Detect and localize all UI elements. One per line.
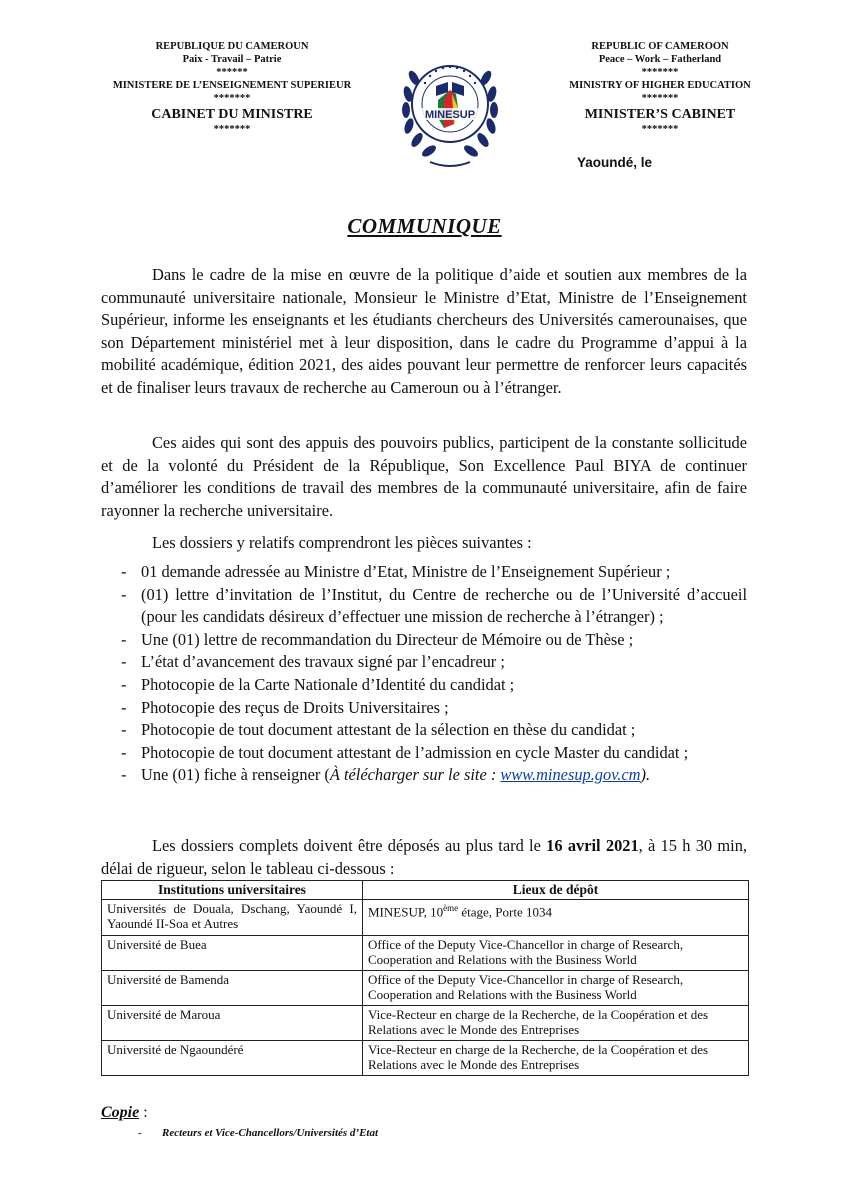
- copy-dash: -: [138, 1127, 142, 1139]
- list-item: [101, 742, 747, 765]
- deadline-text: Les dossiers complets doivent être déposés au plus tard le: [152, 836, 547, 855]
- separator: ******: [216, 67, 248, 78]
- list-dash: -: [121, 742, 127, 762]
- table-cell-institution: Université de Buea: [102, 935, 363, 970]
- copy-label-text: Copie: [101, 1104, 140, 1121]
- list-dash: -: [121, 562, 127, 581]
- page-title: COMMUNIQUE: [347, 214, 502, 238]
- ministry-name-fr: MINISTERE DE L’ENSEIGNEMENT SUPERIEUR: [112, 80, 352, 91]
- deadline-text-end: , à 15 h 30 min, délai de rigueur, selon le tableau ci-dessous :: [101, 836, 748, 878]
- table-cell-lieu: Office of the Deputy Vice-Chancellor in charge of Research, Cooperation and Relations with the Business World: [363, 935, 749, 970]
- table-cell-institution: Universités de Douala, Dschang, Yaoundé I, Yaoundé II-Soa et Autres: [102, 899, 363, 935]
- date-line: Yaoundé, le: [577, 155, 653, 170]
- list-dash: -: [121, 674, 127, 694]
- motto-en: Peace – Work – Fatherland: [598, 54, 722, 65]
- list-item: [101, 719, 747, 742]
- list-item: [101, 584, 747, 629]
- table-cell-institution: Université de Maroua: [102, 1005, 363, 1040]
- table-row: [102, 970, 749, 1005]
- list-item: [101, 764, 747, 787]
- motto-fr: Paix - Travail – Patrie: [182, 54, 282, 65]
- table-cell-lieu: Vice-Recteur en charge de la Recherche, de la Coopération et des Relations avec le Monde des Entreprises: [363, 1040, 749, 1075]
- list-dash: -: [121, 765, 127, 785]
- country-name-fr: REPUBLIQUE DU CAMEROUN: [155, 41, 309, 52]
- column-header-institutions: Institutions universitaires: [102, 881, 363, 900]
- country-name-en: REPUBLIC OF CAMEROON: [591, 41, 729, 52]
- list-dash: -: [121, 584, 127, 604]
- list-dash: -: [121, 629, 127, 649]
- table-cell-institution: Université de Ngaoundéré: [102, 1040, 363, 1075]
- list-item: [101, 561, 747, 584]
- deadline-date: 16 avril 2021: [546, 836, 639, 855]
- submission-table: [101, 880, 749, 1076]
- list-item: [101, 629, 747, 652]
- list-item-text: 01 demande adressée au Ministre d’Etat, Ministre de l’Enseignement Supérieur ;: [141, 562, 671, 581]
- header-left: [112, 40, 352, 136]
- list-item-text: Photocopie de tout document attestant de la sélection en thèse du candidat ;: [141, 720, 636, 740]
- table-header-row: [102, 881, 749, 900]
- lieu-text-end: étage, Porte 1034: [458, 903, 552, 919]
- cabinet-name-fr: CABINET DU MINISTRE: [151, 107, 313, 122]
- list-item-text: Photocopie de tout document attestant de l’admission en cycle Master du candidat ;: [141, 742, 689, 762]
- list-dash: -: [121, 720, 127, 740]
- list-item: [101, 674, 747, 697]
- table-cell-lieu: Vice-Recteur en charge de la Recherche, de la Coopération et des Relations avec le Monde des Entreprises: [363, 1005, 749, 1040]
- list-item-text: Une (01) fiche à renseigner (: [141, 765, 330, 785]
- cabinet-name-en: MINISTER’S CABINET: [584, 107, 736, 122]
- paragraph-intro: Dans le cadre de la mise en œuvre de la politique d’aide et soutien aux membres de la communauté universitaire nationale, Monsieur le Ministre d’Etat, Ministre de l’Enseignement Supérieur, informe les enseignants et les étudiants chercheurs des Universités camerounaises, que son Département ministériel met à leur disposition, dans le cadre du Programme d’appui à la mobilité académique, édition 2021, des aides pouvant leur permettre de renforcer leurs capacités et de finaliser leurs travaux de recherche au Cameroun ou à l’étranger.: [101, 265, 747, 397]
- table-cell-lieu: Office of the Deputy Vice-Chancellor in charge of Research, Cooperation and Relations with the Business World: [363, 970, 749, 1005]
- separator: *******: [641, 67, 679, 78]
- ministry-name-en: MINISTRY OF HIGHER EDUCATION: [569, 80, 751, 91]
- list-item: [101, 697, 747, 720]
- paragraph-pieces-intro: Les dossiers y relatifs comprendront les pièces suivantes :: [152, 533, 532, 552]
- minesup-emblem-icon: [392, 38, 508, 170]
- table-row: [102, 935, 749, 970]
- list-item: [101, 651, 747, 674]
- minesup-website-link[interactable]: www.minesup.gov.cm: [500, 765, 641, 785]
- list-item-end: ).: [640, 765, 651, 785]
- paragraph-aid: Ces aides qui sont des appuis des pouvoirs publics, participent de la constante sollicitude et de la volonté du Président de la République, Son Excellence Paul BIYA de continuer d’améliorer les conditions de travail des membres de la communauté universitaire, afin de faire rayonner la recherche universitaire.: [101, 433, 747, 520]
- list-item-text: Photocopie des reçus de Droits Universitaires ;: [141, 697, 449, 717]
- lieu-text: MINESUP, 10: [368, 903, 444, 919]
- list-dash: -: [121, 697, 127, 717]
- lieu-sup: ème: [443, 902, 459, 913]
- copy-label-colon: :: [139, 1104, 148, 1121]
- table-cell-lieu: [363, 899, 749, 935]
- separator: *******: [213, 124, 251, 135]
- list-item-text: Photocopie de la Carte Nationale d’Identité du candidat ;: [141, 674, 515, 694]
- header-right: [540, 40, 780, 136]
- list-item-text: Une (01) lettre de recommandation du Directeur de Mémoire ou de Thèse ;: [141, 629, 634, 649]
- logo-text: MINESUP: [424, 109, 476, 121]
- required-documents-list: [101, 561, 747, 787]
- table-row: [102, 1005, 749, 1040]
- download-note: À télécharger sur le site :: [329, 765, 501, 785]
- copy-recipient-text: Recteurs et Vice-Chancellors/Universités d’Etat: [162, 1127, 379, 1139]
- paragraph-deadline: [101, 835, 747, 880]
- list-item-text: (01) lettre d’invitation de l’Institut, du Centre de recherche ou de l’Université d’accueil (pour les candidats désireux d’effectuer une mission de recherche à l’étranger) ;: [141, 584, 747, 627]
- list-item-text: L’état d’avancement des travaux signé par l’encadreur ;: [141, 652, 505, 672]
- list-dash: -: [121, 652, 127, 672]
- column-header-lieux: Lieux de dépôt: [363, 881, 749, 900]
- separator: *******: [213, 93, 251, 104]
- copy-recipient: [138, 1127, 378, 1139]
- table-row: [102, 1040, 749, 1075]
- table-row: [102, 899, 749, 935]
- table-cell-institution: Université de Bamenda: [102, 970, 363, 1005]
- separator: *******: [641, 93, 679, 104]
- copy-label: [101, 1104, 148, 1122]
- separator: *******: [641, 124, 679, 135]
